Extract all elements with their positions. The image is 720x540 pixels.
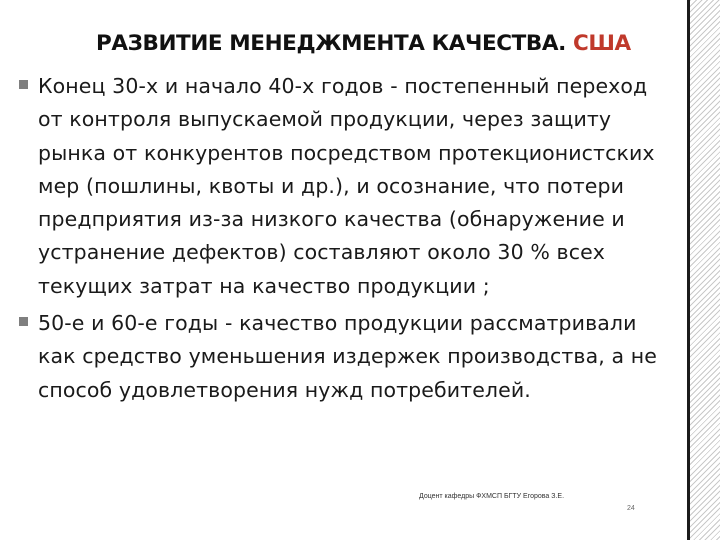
footer-author: Доцент кафедры ФХМСП БГТУ Егорова З.Е. (419, 493, 565, 500)
bullet-list (18, 70, 678, 407)
bullet-text: Конец 30-х и начало 40-х годов - постепенный переход от контроля выпускаемой продукции, через защиту рынка от конкурентов посредством протекционистских мер (пошлины, квоты и др.), и осознание, что потери предприятия из-за низкого качества (обнаружение и устранение дефектов) составляют около 30 % всех текущих затрат на качество продукции ; (38, 74, 655, 298)
slide-title-main: РАЗВИТИЕ МЕНЕДЖМЕНТА КАЧЕСТВА. (96, 31, 566, 56)
square-bullet-icon (19, 317, 28, 326)
bullet-item (18, 70, 678, 303)
bullet-text: 50-е и 60-е годы - качество продукции рассматривали как средство уменьшения издержек производства, а не способ удовлетворения нужд потребителей. (38, 311, 657, 402)
decorative-stripe-pattern (690, 0, 720, 540)
bullet-item (18, 307, 678, 407)
slide-title-accent: США (573, 31, 631, 56)
slide-title (96, 31, 631, 56)
page-number: 24 (627, 505, 635, 512)
square-bullet-icon (19, 80, 28, 89)
